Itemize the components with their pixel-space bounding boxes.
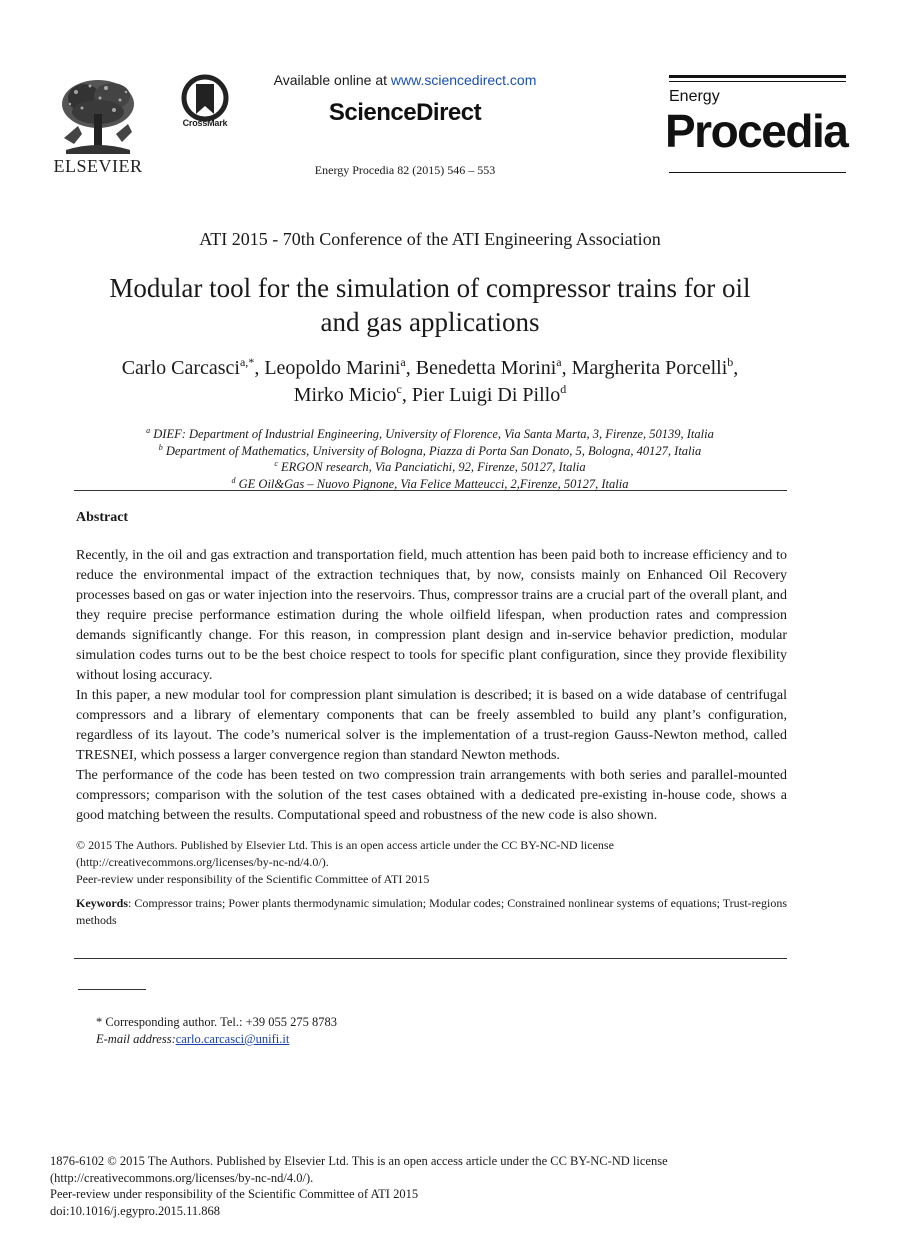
author-affil-sup: d: [560, 382, 567, 396]
email-note: [96, 1032, 289, 1047]
keywords-label: Keywords: [76, 896, 128, 910]
author-affil-sup: a: [400, 355, 406, 369]
affiliation-list: [60, 426, 800, 492]
affiliation: [60, 459, 800, 476]
author-sep: ,: [405, 357, 416, 379]
author-sep: ,: [561, 357, 572, 379]
paper-title-line: Modular tool for the simulation of compressor trains for oil: [109, 273, 751, 303]
author-affil-sup: c: [396, 382, 402, 396]
journal-logo-rule: [669, 75, 846, 78]
author-name: Benedetta Morini: [415, 357, 557, 379]
affiliation-sup: d: [231, 475, 236, 485]
journal-logo-procedia: Procedia: [665, 105, 848, 157]
abstract-paragraph: In this paper, a new modular tool for compression plant simulation is described; it is based on a wide database of centrifugal compressors and a library of elementary components that can be freely assembled to build any plant’s configuration, regardless of its layout. The code’s numerical solver is the implementation of a trust-region Gauss-Newton method, called TRESNEI, which possess a larger convergence region than standard Newton methods.: [76, 688, 787, 763]
abstract-paragraph: Recently, in the oil and gas extraction and transportation field, much attention has been paid both to increase efficiency and to reduce the environmental impact of the extraction techniques that, by now, consists mainly on Enhanced Oil Recovery processes based on gas or water injection into the reservoirs. Thus, compressor trains are a crucial part of the overall plant, and they require precise performance estimation during the whole oilfield lifespan, when production rates and compression demands significantly change. For this reason, in compression plant design and in-service behavior prediction, modular simulation codes turns out to be the best choice respect to tools for specific plant configuration, since they provide flexibility without losing accuracy.: [76, 548, 787, 683]
author-name: Carlo Carcasci: [121, 357, 240, 379]
keywords-text: : Compressor trains; Power plants thermodynamic simulation; Modular codes; Constrained nonlinear systems of equations; Trust-regions methods: [76, 896, 787, 927]
affiliation: [60, 443, 800, 460]
author-affil-sup: b: [727, 355, 734, 369]
corresponding-author-note: * Corresponding author. Tel.: +39 055 275 8783: [96, 1015, 337, 1029]
abstract-heading: Abstract: [76, 510, 129, 525]
affiliation-sup: a: [146, 426, 151, 435]
sciencedirect-link[interactable]: www.sciencedirect.com: [390, 72, 537, 88]
sciencedirect-wordmark: ScienceDirect: [328, 99, 482, 126]
footer-doi[interactable]: doi:10.1016/j.egypro.2015.11.868: [50, 1203, 221, 1218]
section-divider: [74, 490, 787, 491]
footer-peer-review: Peer-review under responsibility of the Scientific Committee of ATI 2015: [50, 1187, 419, 1201]
author-name: Mirko Micio: [293, 384, 397, 406]
affiliation-text: GE Oil&Gas – Nuovo Pignone, Via Felice Matteucci, 2,Firenze, 50127, Italia: [238, 476, 629, 491]
peer-review-note: Peer-review under responsibility of the Scientific Committee of ATI 2015: [76, 872, 430, 886]
copyright-notice: [76, 837, 787, 870]
footer-license-link[interactable]: (http://creativecommons.org/licenses/by-nc-nd/4.0/).: [50, 1170, 314, 1185]
affiliation-sup: b: [158, 442, 163, 452]
author-name: Margherita Porcelli: [571, 357, 728, 379]
journal-logo-rule: [669, 81, 846, 82]
author-list: [60, 355, 800, 409]
paper-title-line: and gas applications: [320, 307, 540, 337]
footnote-rule: [78, 989, 146, 990]
available-online: [250, 72, 560, 88]
crossmark-label: CrossMark: [182, 118, 228, 128]
author-affil-sup: a,*: [239, 355, 255, 369]
abstract-paragraph: The performance of the code has been tested on two compression train arrangements with both series and parallel-mounted compressors; comparison with the solution of the test cases obtained with a dedicated pre-existing in-house code, shows a good matching between the results. Computational speed and robustness of the new code is also shown.: [76, 768, 787, 823]
journal-logo-energy: Energy: [669, 88, 720, 105]
elsevier-tree-icon: [56, 74, 140, 156]
affiliation-sup: c: [274, 459, 278, 468]
journal-logo-rule: [669, 172, 846, 173]
email-link[interactable]: carlo.carcasci@unifi.it: [175, 1032, 290, 1046]
page-footer: [50, 1153, 770, 1219]
footer-issn-line: 1876-6102 © 2015 The Authors. Published by Elsevier Ltd. This is an open access article under the CC BY-NC-ND license: [50, 1154, 668, 1168]
license-link[interactable]: (http://creativecommons.org/licenses/by-nc-nd/4.0/).: [76, 854, 329, 869]
copyright-line: © 2015 The Authors. Published by Elsevier Ltd. This is an open access article under the CC BY-NC-ND license: [76, 838, 614, 852]
author-name: Pier Luigi Di Pillo: [411, 384, 561, 406]
section-divider: [74, 958, 787, 959]
author-name: Leopoldo Marini: [264, 357, 401, 379]
affiliation: [60, 426, 800, 443]
author-sep: ,: [254, 357, 265, 379]
author-affil-sup: a: [556, 355, 562, 369]
available-prefix: Available online at: [273, 72, 391, 88]
conference-name: ATI 2015 - 70th Conference of the ATI Engineering Association: [199, 229, 661, 249]
elsevier-wordmark: ELSEVIER: [53, 156, 143, 176]
affiliation-text: ERGON research, Via Panciatichi, 92, Firenze, 50127, Italia: [281, 460, 586, 474]
elsevier-logo: [52, 74, 144, 178]
affiliation-text: Department of Mathematics, University of Bologna, Piazza di Porta San Donato, 5, Bologna, 40127, Italia: [165, 443, 702, 458]
keywords: [76, 895, 787, 928]
email-label: E-mail address:: [96, 1032, 176, 1046]
affiliation-text: DIEF: Department of Industrial Engineering, University of Florence, Via Santa Marta, 3, Firenze, 50139, Italia: [153, 427, 714, 441]
journal-citation: Energy Procedia 82 (2015) 546 – 553: [314, 163, 496, 177]
author-sep: ,: [733, 357, 739, 379]
paper-title: [60, 271, 800, 339]
author-sep: ,: [401, 384, 412, 406]
